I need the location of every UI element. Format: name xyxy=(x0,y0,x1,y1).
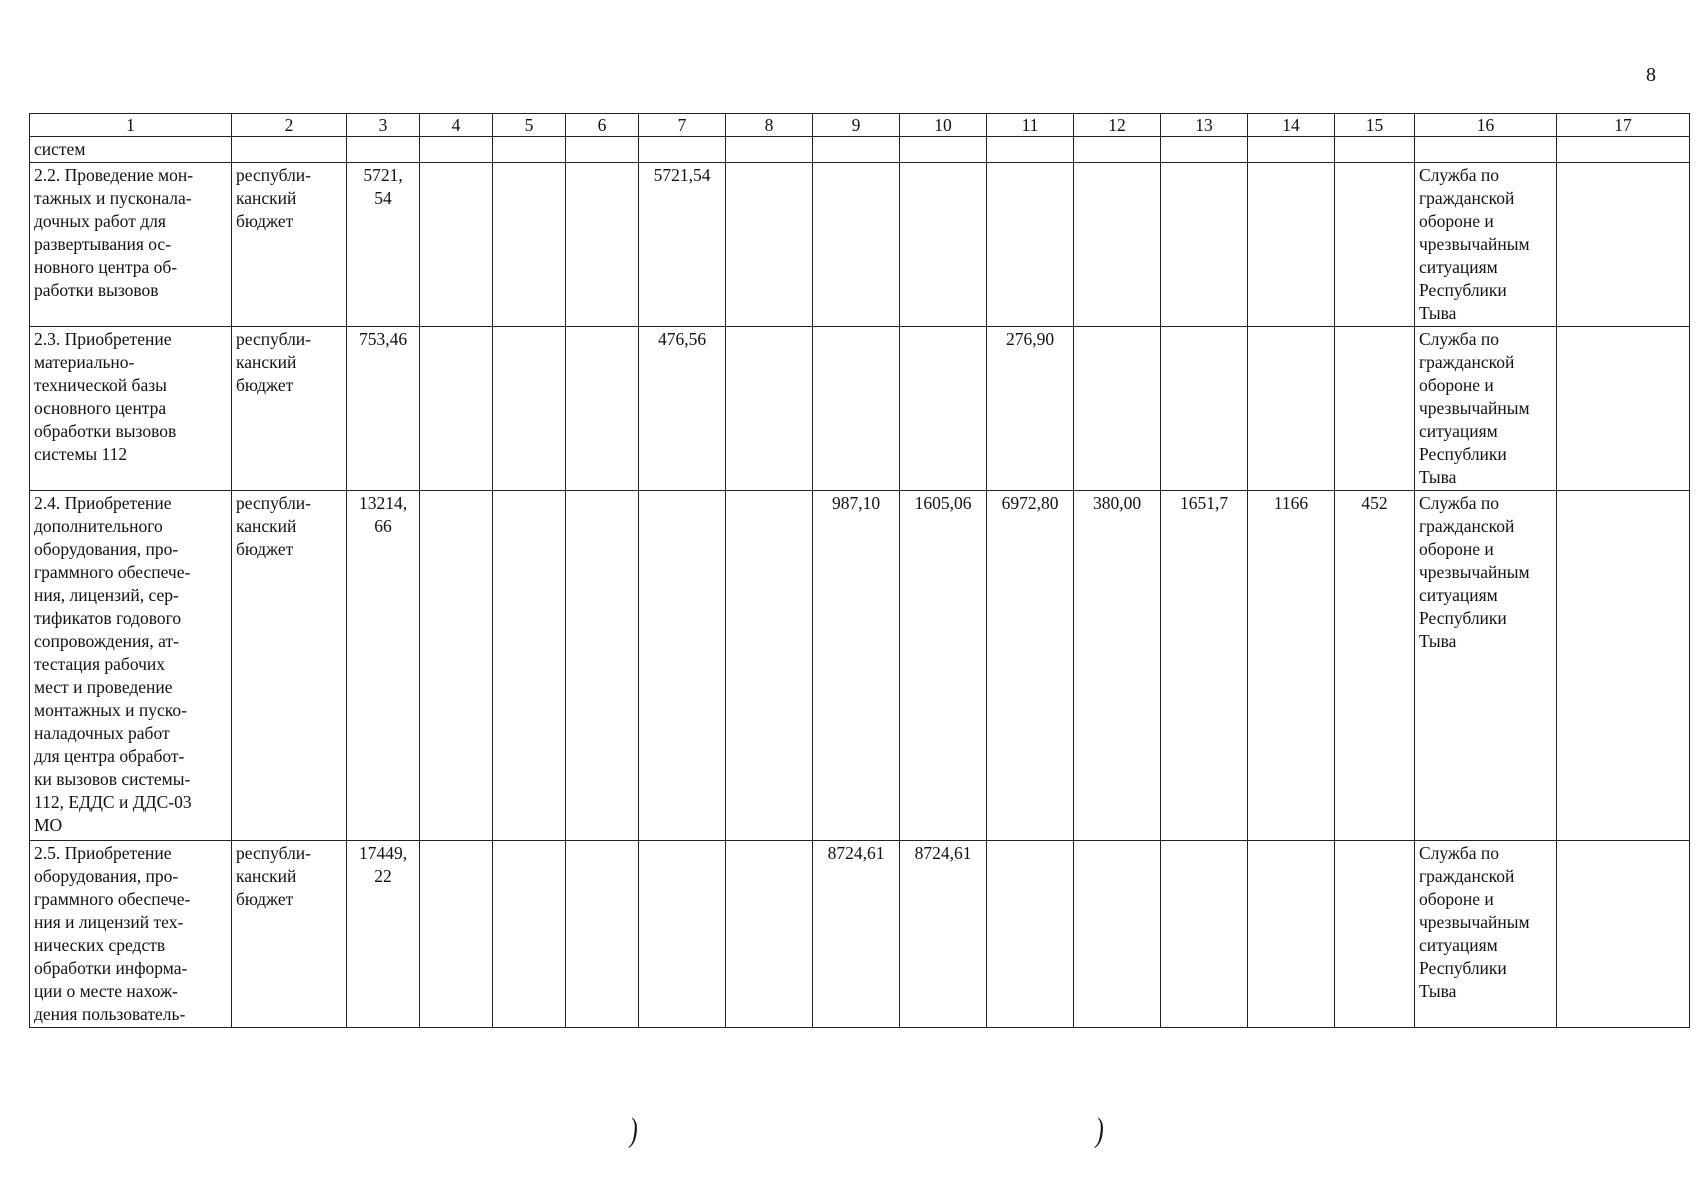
cell-6 xyxy=(566,841,639,1028)
cell-11 xyxy=(987,163,1074,327)
cell-6 xyxy=(566,491,639,841)
total-amount: 753,46 xyxy=(347,327,420,491)
table-row xyxy=(30,327,1690,491)
cell-14: 1166 xyxy=(1248,491,1335,841)
footer-mark: ) xyxy=(1095,1112,1104,1149)
cell-5 xyxy=(493,163,566,327)
cell-13 xyxy=(1161,327,1248,491)
col-header-5: 5 xyxy=(493,114,566,137)
cell-6 xyxy=(566,327,639,491)
cell-17 xyxy=(1557,327,1690,491)
cell-7: 5721,54 xyxy=(639,163,726,327)
col-header-11: 11 xyxy=(987,114,1074,137)
cell-10: 8724,61 xyxy=(900,841,987,1028)
cell-9 xyxy=(813,163,900,327)
col-header-1: 1 xyxy=(30,114,232,137)
cell-15: 452 xyxy=(1335,491,1415,841)
cell-17 xyxy=(1557,163,1690,327)
measure-description: 2.5. Приобретение оборудования, про- граммного обеспече- ния и лицензий тех- нических средств обработки информа- ции о месте нахож- дения пользователь- xyxy=(30,841,232,1028)
cell-7: 476,56 xyxy=(639,327,726,491)
col-header-17: 17 xyxy=(1557,114,1690,137)
col-header-9: 9 xyxy=(813,114,900,137)
footer-mark: ) xyxy=(629,1112,638,1149)
cell-4 xyxy=(420,327,493,491)
funding-source: республи- канский бюджет xyxy=(232,163,347,327)
col-header-14: 14 xyxy=(1248,114,1335,137)
funding-source: республи- канский бюджет xyxy=(232,491,347,841)
continuation-text: систем xyxy=(30,137,232,163)
col-header-16: 16 xyxy=(1415,114,1557,137)
cell-4 xyxy=(420,491,493,841)
cell-6 xyxy=(566,163,639,327)
cell-11: 276,90 xyxy=(987,327,1074,491)
continuation-row xyxy=(30,137,1690,163)
col-header-2: 2 xyxy=(232,114,347,137)
cell-15 xyxy=(1335,841,1415,1028)
responsible-executor: Служба по гражданской обороне и чрезвычайным ситуациям Республики Тыва xyxy=(1415,163,1557,327)
measure-description: 2.2. Проведение мон- тажных и пусконала- дочных работ для развертывания ос- новного центра об- работки вызовов xyxy=(30,163,232,327)
cell-15 xyxy=(1335,163,1415,327)
cell-17 xyxy=(1557,841,1690,1028)
cell-9 xyxy=(813,327,900,491)
funding-source: республи- канский бюджет xyxy=(232,841,347,1028)
cell-10 xyxy=(900,163,987,327)
col-header-6: 6 xyxy=(566,114,639,137)
cell-11 xyxy=(987,841,1074,1028)
responsible-executor: Служба по гражданской обороне и чрезвычайным ситуациям Республики Тыва xyxy=(1415,491,1557,841)
cell-8 xyxy=(726,327,813,491)
col-header-13: 13 xyxy=(1161,114,1248,137)
total-amount: 5721, 54 xyxy=(347,163,420,327)
cell-14 xyxy=(1248,841,1335,1028)
cell-11: 6972,80 xyxy=(987,491,1074,841)
col-header-12: 12 xyxy=(1074,114,1161,137)
cell-5 xyxy=(493,491,566,841)
table-row xyxy=(30,163,1690,327)
cell-17 xyxy=(1557,491,1690,841)
cell-5 xyxy=(493,841,566,1028)
responsible-executor: Служба по гражданской обороне и чрезвычайным ситуациям Республики Тыва xyxy=(1415,327,1557,491)
cell-8 xyxy=(726,841,813,1028)
cell-5 xyxy=(493,327,566,491)
cell-8 xyxy=(726,491,813,841)
cell-12 xyxy=(1074,327,1161,491)
program-measures-table xyxy=(29,113,1690,1028)
cell-10: 1605,06 xyxy=(900,491,987,841)
cell-14 xyxy=(1248,327,1335,491)
page-number: 8 xyxy=(1646,64,1656,86)
cell-12: 380,00 xyxy=(1074,491,1161,841)
measure-description: 2.4. Приобретение дополнительного оборудования, про- граммного обеспече- ния, лицензий, сер- тификатов годового сопровождения, ат- тестация рабочих мест и проведение монтажных и пуско- наладочных работ для центра обработ- ки вызовов системы- 112, ЕДДС и ДДС-03 МО xyxy=(30,491,232,841)
measure-description: 2.3. Приобретение материально- технической базы основного центра обработки вызовов системы 112 xyxy=(30,327,232,491)
funding-source: республи- канский бюджет xyxy=(232,327,347,491)
col-header-15: 15 xyxy=(1335,114,1415,137)
cell-7 xyxy=(639,841,726,1028)
column-number-row xyxy=(30,114,1690,137)
cell-13: 1651,7 xyxy=(1161,491,1248,841)
cell-15 xyxy=(1335,327,1415,491)
col-header-7: 7 xyxy=(639,114,726,137)
responsible-executor: Служба по гражданской обороне и чрезвычайным ситуациям Республики Тыва xyxy=(1415,841,1557,1028)
col-header-10: 10 xyxy=(900,114,987,137)
cell-13 xyxy=(1161,841,1248,1028)
col-header-8: 8 xyxy=(726,114,813,137)
table-row xyxy=(30,491,1690,841)
cell-10 xyxy=(900,327,987,491)
cell-4 xyxy=(420,163,493,327)
cell-13 xyxy=(1161,163,1248,327)
cell-9: 987,10 xyxy=(813,491,900,841)
total-amount: 17449, 22 xyxy=(347,841,420,1028)
cell-8 xyxy=(726,163,813,327)
cell-14 xyxy=(1248,163,1335,327)
col-header-3: 3 xyxy=(347,114,420,137)
cell-9: 8724,61 xyxy=(813,841,900,1028)
cell-12 xyxy=(1074,841,1161,1028)
table-row xyxy=(30,841,1690,1028)
cell-7 xyxy=(639,491,726,841)
col-header-4: 4 xyxy=(420,114,493,137)
total-amount: 13214, 66 xyxy=(347,491,420,841)
cell-4 xyxy=(420,841,493,1028)
cell-12 xyxy=(1074,163,1161,327)
